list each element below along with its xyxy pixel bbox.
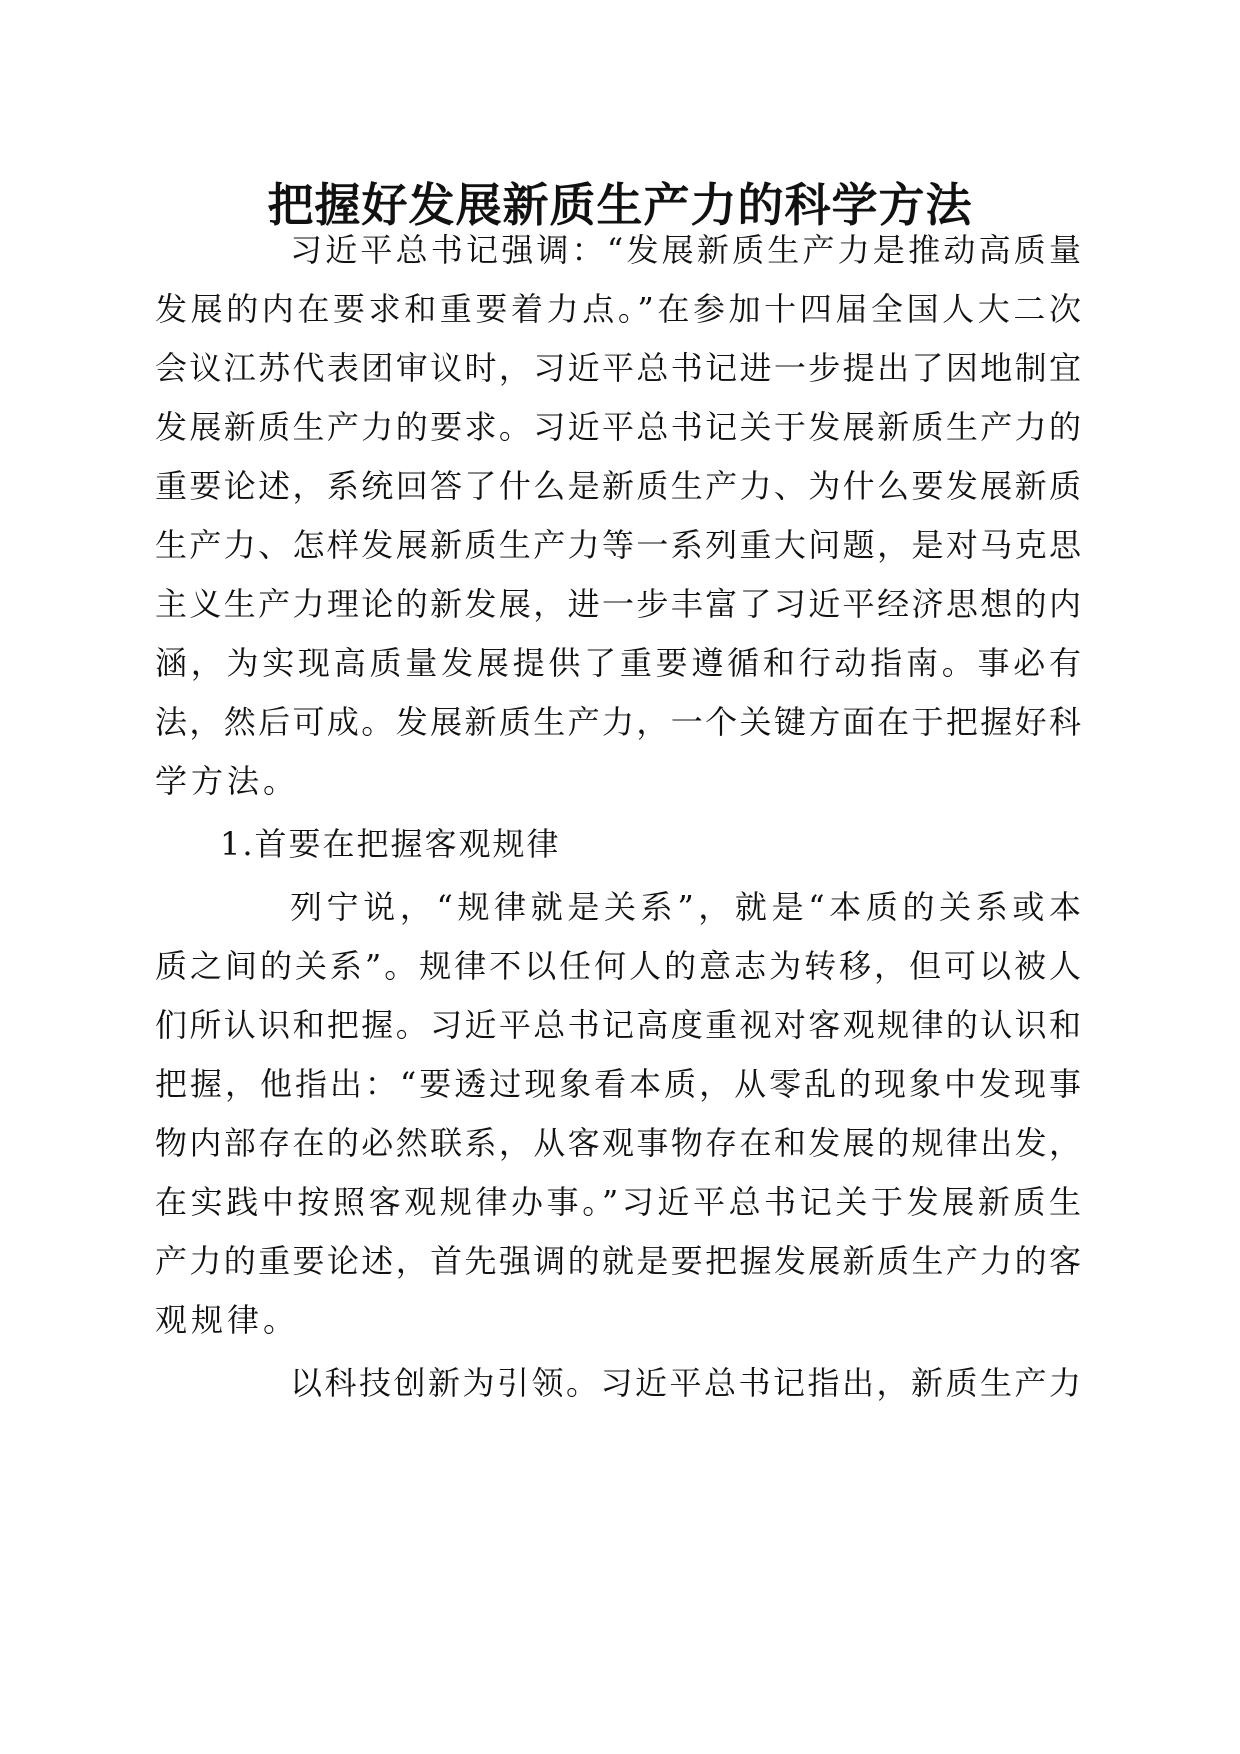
section-1-line-2: 质之间的关系”。规律不以任何人的意志为转移，但可以被人	[155, 947, 1081, 985]
intro-line-3: 会议江苏代表团审议时，习近平总书记进一步提出了因地制宜	[155, 349, 1081, 387]
section-1-line-4: 把握，他指出：“要透过现象看本质，从零乱的现象中发现事	[155, 1065, 1081, 1103]
intro-line-7: 主义生产力理论的新发展，进一步丰富了习近平经济思想的内	[155, 585, 1081, 623]
section-1-line-7: 产力的重要论述，首先强调的就是要把握发展新质生产力的客	[155, 1242, 1081, 1280]
intro-line-6: 生产力、怎样发展新质生产力等一系列重大问题，是对马克思	[155, 526, 1081, 564]
document-title: 把握好发展新质生产力的科学方法	[267, 178, 973, 232]
intro-line-2: 发展的内在要求和重要着力点。”在参加十四届全国人大二次	[155, 290, 1081, 328]
section-2-line-1: 以科技创新为引领。习近平总书记指出，新质生产力	[290, 1364, 1081, 1402]
intro-line-9: 法，然后可成。发展新质生产力，一个关键方面在于把握好科	[155, 703, 1081, 741]
section-1-line-8: 观规律。	[155, 1301, 300, 1339]
intro-line-10: 学方法。	[155, 762, 300, 800]
intro-line-8: 涵，为实现高质量发展提供了重要遵循和行动指南。事必有	[155, 644, 1081, 682]
section-1-line-6: 在实践中按照客观规律办事。”习近平总书记关于发展新质生	[155, 1183, 1081, 1221]
section-1-line-3: 们所认识和把握。习近平总书记高度重视对客观规律的认识和	[155, 1006, 1081, 1044]
section-1-heading: 1.首要在把握客观规律	[220, 825, 561, 863]
intro-line-4: 发展新质生产力的要求。习近平总书记关于发展新质生产力的	[155, 408, 1081, 446]
section-1-line-1: 列宁说，“规律就是关系”，就是“本质的关系或本	[290, 888, 1081, 926]
intro-line-5: 重要论述，系统回答了什么是新质生产力、为什么要发展新质	[155, 467, 1081, 505]
intro-line-1: 习近平总书记强调：“发展新质生产力是推动高质量	[290, 231, 1081, 269]
section-1-line-5: 物内部存在的必然联系，从客观事物存在和发展的规律出发，	[155, 1124, 1081, 1162]
